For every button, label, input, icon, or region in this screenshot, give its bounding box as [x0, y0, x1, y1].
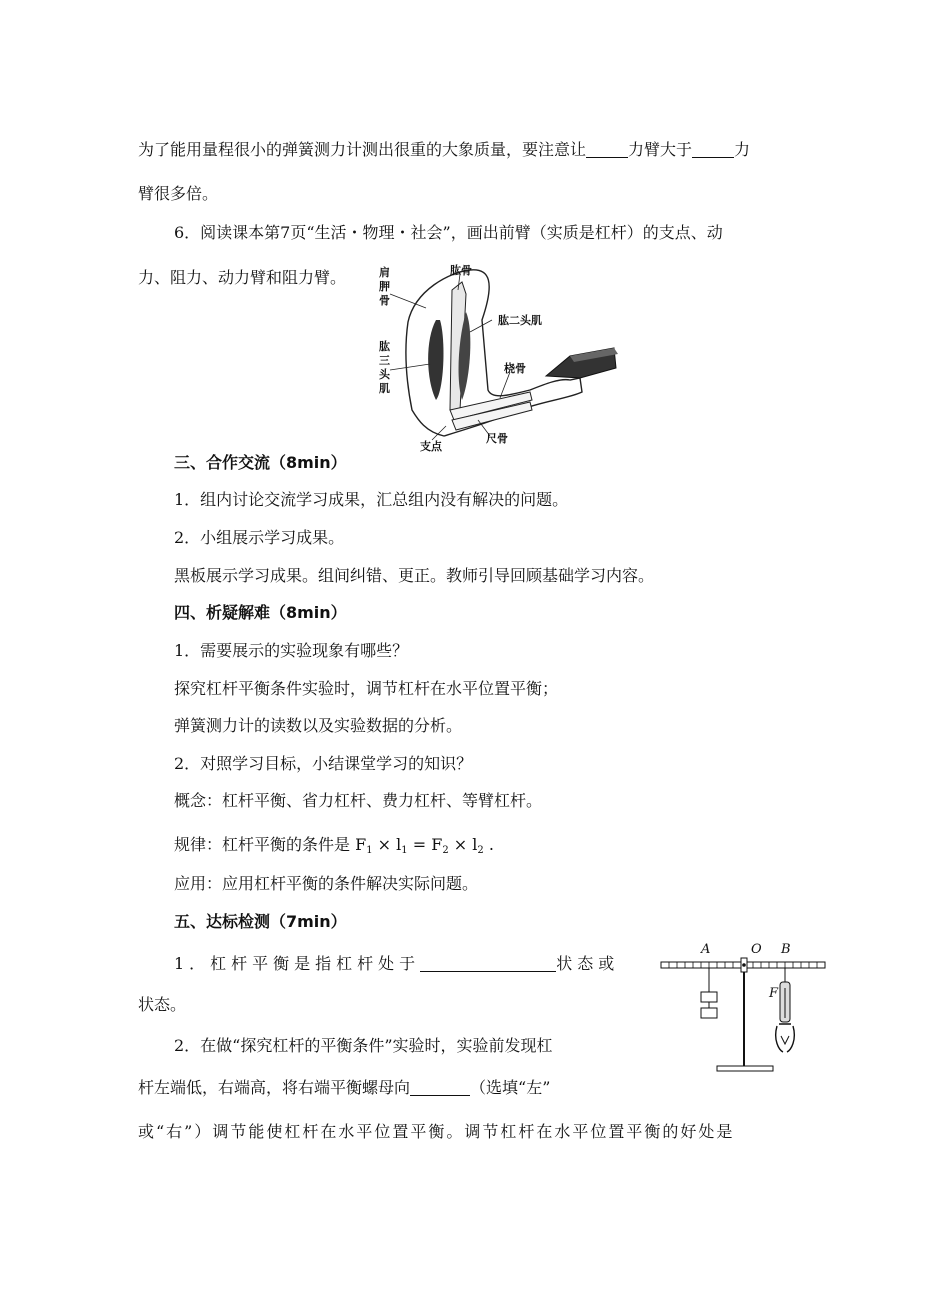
label-point-o: O — [751, 942, 762, 957]
text: 状态或 — [556, 954, 620, 973]
formula-line — [174, 835, 494, 861]
answer-blank[interactable] — [410, 1079, 470, 1096]
paragraph-line: 黑板展示学习成果。组间纠错、更正。教师引导回顾基础学习内容。 — [174, 566, 655, 585]
text: 规律：杠杆平衡的条件是 F — [174, 835, 367, 854]
section-heading: 三、合作交流（8min） — [174, 453, 347, 472]
paragraph-line: 1．组内讨论交流学习成果，汇总组内没有解决的问题。 — [174, 490, 569, 509]
paragraph-line: 弹簧测力计的读数以及实验数据的分析。 — [174, 716, 463, 735]
text: 力 — [734, 140, 751, 159]
paragraph-line — [138, 140, 750, 160]
paragraph-line: 臂很多倍。 — [138, 184, 219, 203]
section-heading: 五、达标检测（7min） — [174, 912, 347, 931]
label-biceps: 肱二头肌 — [498, 314, 542, 327]
forearm-lever-figure — [370, 260, 626, 456]
paragraph-line: 力、阻力、动力臂和阻力臂。 — [138, 268, 347, 287]
answer-blank[interactable] — [420, 955, 556, 972]
arm-diagram — [370, 260, 626, 456]
paragraph-line: 2．对照学习目标，小结课堂学习的知识？ — [174, 754, 473, 773]
text: 为了能用量程很小的弹簧测力计测出很重的大象质量，要注意让 — [138, 140, 587, 159]
text: 力臂大于 — [628, 140, 693, 159]
paragraph-line: 探究杠杆平衡条件实验时，调节杠杆在水平位置平衡； — [174, 679, 559, 698]
subscript: 1 — [401, 845, 408, 856]
paragraph-line: 概念：杠杆平衡、省力杠杆、费力杠杆、等臂杠杆。 — [174, 791, 543, 810]
answer-blank[interactable] — [692, 141, 734, 158]
lever-apparatus-figure — [655, 940, 835, 1080]
label-point-b: B — [781, 942, 791, 957]
label-radius: 桡骨 — [504, 362, 526, 375]
paragraph-line: 2．在做“探究杠杆的平衡条件”实验时，实验前发现杠 — [174, 1036, 553, 1055]
paragraph-line: 应用：应用杠杆平衡的条件解决实际问题。 — [174, 874, 479, 893]
label-force-f: F — [769, 986, 779, 1001]
text: （选填“左” — [470, 1078, 551, 1097]
label-fulcrum: 支点 — [420, 440, 442, 453]
text: 杆左端低，右端高，将右端平衡螺母向 — [138, 1078, 411, 1097]
subscript: 2 — [477, 845, 484, 856]
paragraph-line: 6．阅读课本第7页“生活・物理・社会”，画出前臂（实质是杠杆）的支点、动 — [174, 223, 723, 242]
label-triceps: 肱三头肌 — [379, 340, 390, 395]
label-humerus: 肱骨 — [450, 264, 472, 277]
text: × l — [372, 835, 402, 854]
paragraph-line: 2．小组展示学习成果。 — [174, 528, 345, 547]
question-line — [138, 1078, 550, 1098]
label-point-a: A — [701, 942, 711, 957]
subscript: 1 — [366, 845, 373, 856]
paragraph-line: 1．需要展示的实验现象有哪些？ — [174, 641, 409, 660]
label-scapula: 肩胛骨 — [379, 266, 390, 307]
question-line — [174, 954, 619, 974]
text: 1．杠杆平衡是指杠杆处于 — [174, 954, 421, 973]
answer-blank[interactable] — [586, 141, 628, 158]
paragraph-line: 或“右”）调节能使杠杆在水平位置平衡。调节杠杆在水平位置平衡的好处是 — [138, 1122, 735, 1141]
section-heading: 四、析疑解难（8min） — [174, 603, 347, 622]
subscript: 2 — [442, 845, 449, 856]
label-ulna: 尺骨 — [486, 432, 508, 445]
text: × l — [448, 835, 478, 854]
text: . — [483, 835, 494, 854]
paragraph-line: 状态。 — [138, 995, 187, 1014]
text: = F — [407, 835, 443, 854]
lever-diagram — [655, 940, 835, 1080]
